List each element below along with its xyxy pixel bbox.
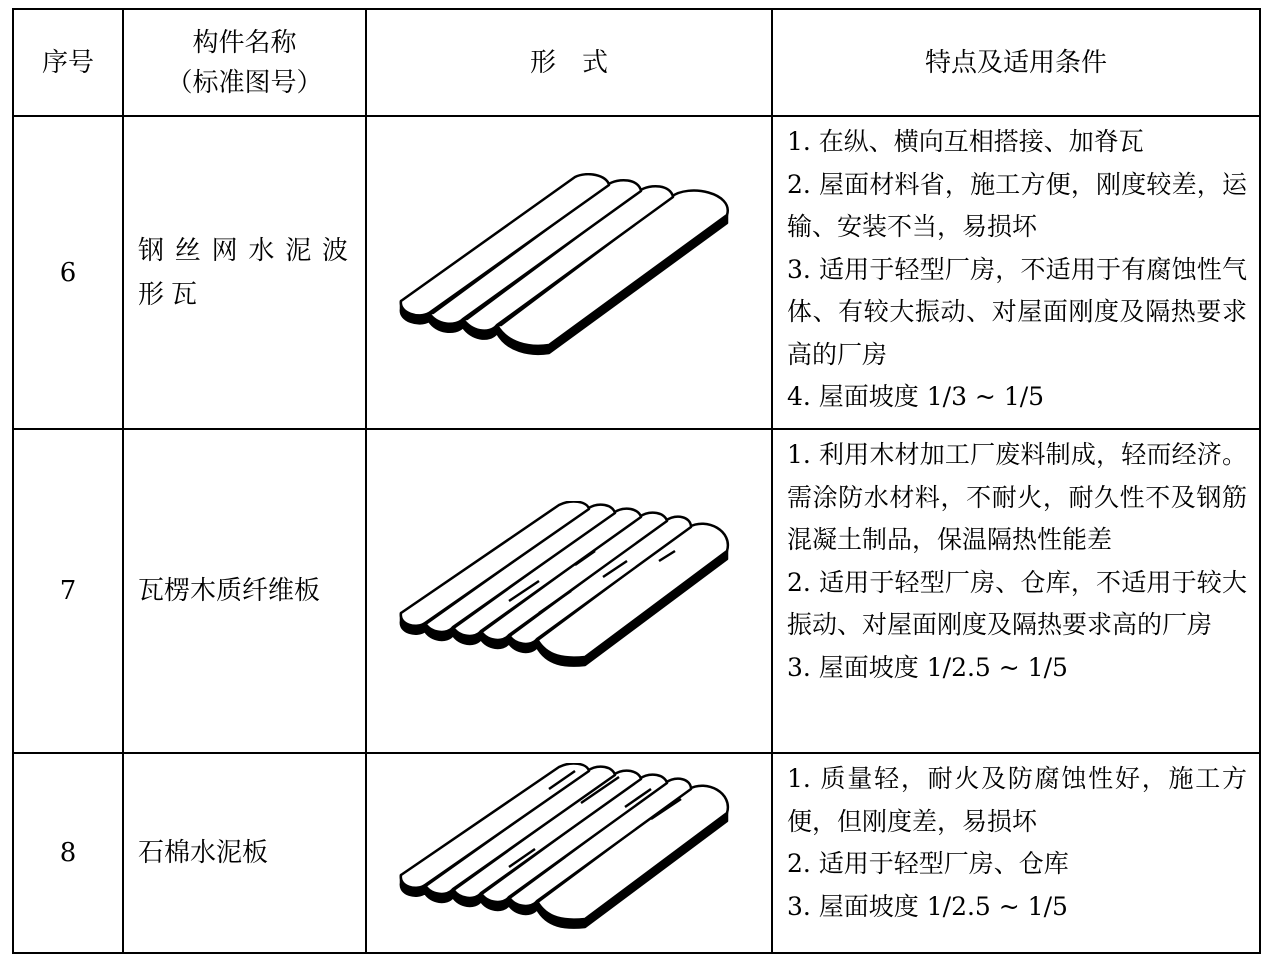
feature-item: 1. 质量轻，耐火及防腐蚀性好，施工方便，但刚度差，易损坏 — [787, 764, 1247, 836]
table-row — [13, 429, 1260, 753]
row-index: 8 — [13, 753, 123, 953]
header-index: 序号 — [13, 9, 123, 116]
header-form: 形 式 — [366, 9, 772, 116]
feature-item: 3. 屋面坡度 1/2.5 ~ 1/5 — [787, 652, 1068, 682]
feature-item: 1. 在纵、横向互相搭接、加脊瓦 — [787, 127, 1144, 156]
feature-item: 3. 适用于轻型厂房，不适用于有腐蚀性气体、有较大振动、对屋面刚度及隔热要求高的厂房 — [787, 254, 1247, 369]
feature-item: 2. 屋面材料省，施工方便，刚度较差，运输、安装不当，易损坏 — [787, 169, 1247, 241]
header-features: 特点及适用条件 — [772, 9, 1260, 116]
corrugated-board-6-waves-figure — [389, 501, 749, 681]
row-index: 6 — [13, 116, 123, 429]
row-features — [772, 429, 1260, 753]
header-name-line1: 构件名称 — [192, 27, 297, 58]
corrugated-board-6-waves-figure — [389, 763, 749, 943]
corrugated-tile-4-waves-figure — [389, 173, 749, 373]
row-features — [772, 116, 1260, 429]
row-form — [366, 429, 772, 753]
row-name: 石棉水泥板 — [123, 753, 366, 953]
header-name — [123, 9, 366, 116]
row-index: 7 — [13, 429, 123, 753]
row-form — [366, 116, 772, 429]
feature-item: 4. 屋面坡度 1/3 ~ 1/5 — [787, 382, 1045, 411]
header-name-line2: （标准图号） — [166, 67, 323, 98]
header-row — [13, 9, 1260, 116]
roof-tile-table — [12, 8, 1261, 954]
row-name: 瓦楞木质纤维板 — [123, 429, 366, 753]
feature-item: 1. 利用木材加工厂废料制成，轻而经济。需涂防水材料，不耐火，耐久性不及钢筋混凝土制品，保温隔热性能差 — [787, 440, 1247, 554]
table-row — [13, 753, 1260, 953]
table-row — [13, 116, 1260, 429]
feature-item: 2. 适用于轻型厂房、仓库 — [787, 849, 1069, 878]
feature-item: 3. 屋面坡度 1/2.5 ~ 1/5 — [787, 891, 1068, 921]
row-form — [366, 753, 772, 953]
feature-item: 2. 适用于轻型厂房、仓库，不适用于较大振动、对屋面刚度及隔热要求高的厂房 — [787, 567, 1247, 639]
row-features — [772, 753, 1260, 953]
row-name: 钢丝网水泥波形瓦 — [123, 116, 366, 429]
